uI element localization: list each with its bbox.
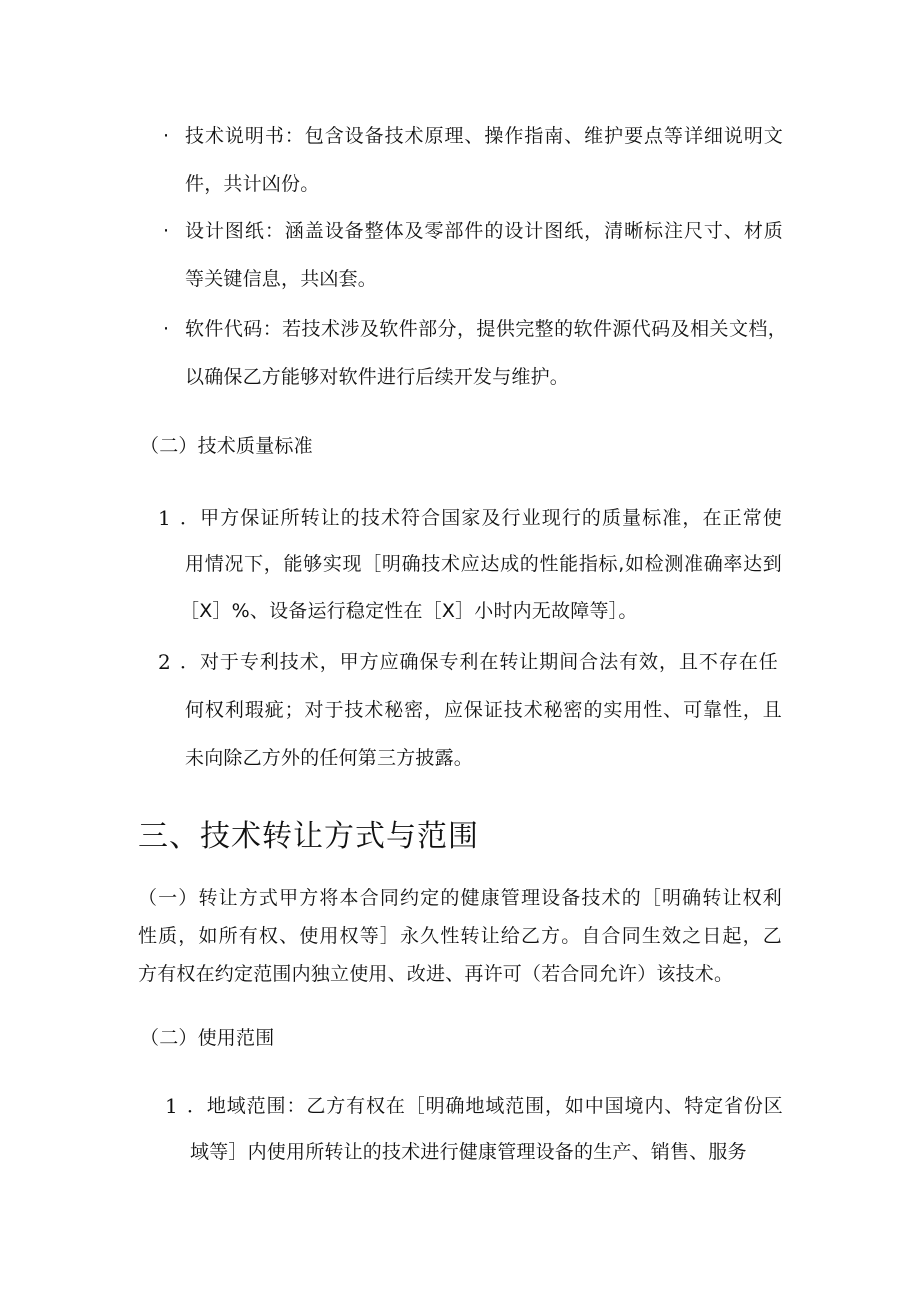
quality-item1-line3: ［X］%、设备运行稳定性在［X］小时内无故障等］。 [180, 600, 638, 622]
quality-item2-line1: ．对于专利技术，甲方应确保专利在转让期间合法有效，且不存在任 [180, 651, 778, 673]
transfer-method-line2: 性质，如所有权、使用权等］永久性转让给乙方。自合同生效之日起，乙 [138, 925, 782, 947]
list-number: 2 [158, 650, 171, 674]
bullet-design-drawings-line2: 等关键信息，共凶套。 [185, 268, 378, 290]
bullet-software-code-line2: 以确保乙方能够对软件进行后续开发与维护。 [185, 366, 570, 388]
bullet-marker: · [163, 220, 170, 242]
list-number: 1 [158, 506, 171, 530]
bullet-marker: · [163, 318, 170, 340]
section-three-title: 三、技术转让方式与范围 [138, 819, 479, 854]
transfer-method-line3: 方有权在约定范围内独立使用、改进、再许可（若合同允许）该技术。 [138, 963, 734, 985]
quality-item2-line3: 未向除乙方外的任何第三方披露。 [185, 747, 474, 769]
bullet-software-code-line1: 软件代码：若技术涉及软件部分，提供完整的软件源代码及相关文档， [185, 318, 787, 340]
quality-item1-line2: 用情况下，能够实现［明确技术应达成的性能指标,如检测准确率达到 [185, 553, 782, 575]
bullet-tech-manual-line2: 件，共计凶份。 [185, 173, 320, 195]
usage-item1-line2: 域等］内使用所转让的技术进行健康管理设备的生产、销售、服务 [190, 1141, 747, 1163]
quality-item1-line1: ．甲方保证所转让的技术符合国家及行业现行的质量标准，在正常使 [180, 507, 782, 529]
bullet-design-drawings-line1: 设计图纸：涵盖设备整体及零部件的设计图纸，清晰标注尺寸、材质 [185, 220, 783, 242]
usage-item1-line1: ．地域范围：乙方有权在［明确地域范围，如中国境内、特定省份区 [187, 1095, 783, 1117]
quality-item2-line2: 何权利瑕疵；对于技术秘密，应保证技术秘密的实用性、可靠性，且 [185, 699, 782, 721]
quality-standard-heading: （二）技术质量标准 [140, 435, 313, 457]
bullet-tech-manual-line1: 技术说明书：包含设备技术原理、操作指南、维护要点等详细说明文 [185, 125, 783, 147]
list-number: 1 [165, 1094, 178, 1118]
bullet-marker: · [163, 125, 170, 147]
transfer-method-line1: （一）转让方式甲方将本合同约定的健康管理设备技术的［明确转让权利 [138, 887, 782, 909]
usage-scope-heading: （二）使用范围 [140, 1027, 275, 1049]
